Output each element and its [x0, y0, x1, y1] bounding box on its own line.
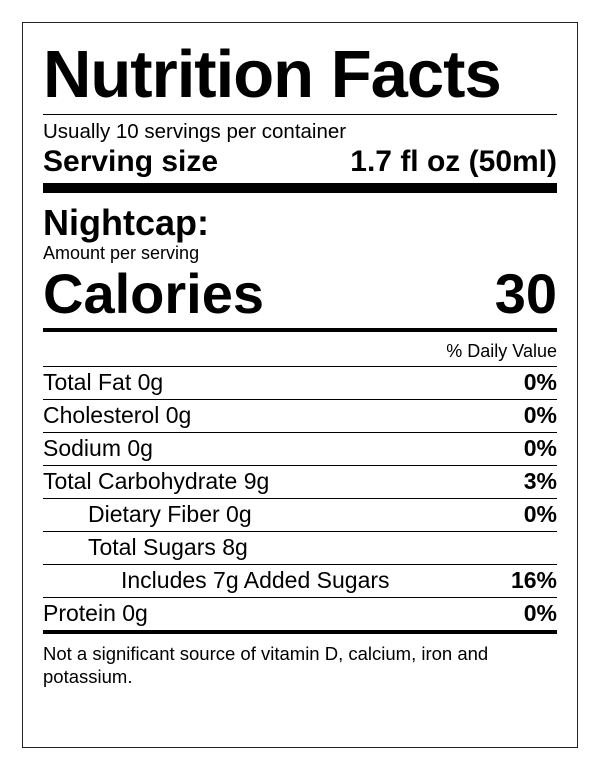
- serving-size-label: Serving size: [43, 144, 219, 178]
- nutrient-row-added-sugars: [43, 564, 557, 597]
- product-name: Nightcap:: [43, 201, 209, 243]
- nutrient-name: Total Fat 0g: [43, 369, 164, 395]
- nutrient-daily-value: 3%: [523, 468, 557, 494]
- nutrient-name: Cholesterol 0g: [43, 402, 192, 428]
- nutrient-name: Protein 0g: [43, 600, 148, 626]
- nutrition-label: [22, 22, 578, 748]
- amount-per-serving: Amount per serving: [43, 242, 200, 263]
- nutrient-row-protein: [43, 597, 557, 630]
- calories-row: [43, 261, 557, 325]
- nutrient-daily-value: 0%: [523, 435, 557, 461]
- nutrient-daily-value: 16%: [510, 567, 557, 593]
- calories-label: Calories: [43, 261, 264, 325]
- nutrient-name: Total Carbohydrate 9g: [43, 468, 270, 494]
- divider: [43, 114, 557, 115]
- calories-value: 30: [494, 261, 557, 325]
- servings-per-container: Usually 10 servings per container: [43, 120, 347, 143]
- nutrient-name: Sodium 0g: [43, 435, 153, 461]
- nutrient-daily-value: 0%: [523, 402, 557, 428]
- nutrient-row-sodium: [43, 432, 557, 465]
- nutrient-row-cholesterol: [43, 399, 557, 432]
- label-content: [43, 23, 557, 688]
- thick-divider: [43, 183, 557, 193]
- nutrient-row-total-carbohydrate: [43, 465, 557, 498]
- nutrient-name: Dietary Fiber 0g: [88, 501, 252, 527]
- nutrient-name: Total Sugars 8g: [88, 534, 248, 560]
- nutrient-name: Includes 7g Added Sugars: [121, 567, 390, 593]
- serving-size-value: 1.7 fl oz (50ml): [350, 144, 557, 178]
- nutrient-daily-value: 0%: [523, 501, 557, 527]
- medium-divider: [43, 630, 557, 634]
- nutrient-daily-value: 0%: [523, 600, 557, 626]
- nutrient-row-total-sugars: [43, 531, 557, 564]
- nutrient-row-dietary-fiber: [43, 498, 557, 531]
- footnote: Not a significant source of vitamin D, calcium, iron and potassium.: [43, 642, 489, 687]
- nutrient-daily-value: 0%: [523, 369, 557, 395]
- label-title: Nutrition Facts: [43, 37, 501, 112]
- daily-value-header: % Daily Value: [446, 340, 557, 361]
- serving-size-row: [43, 144, 557, 178]
- nutrient-row-total-fat: [43, 366, 557, 399]
